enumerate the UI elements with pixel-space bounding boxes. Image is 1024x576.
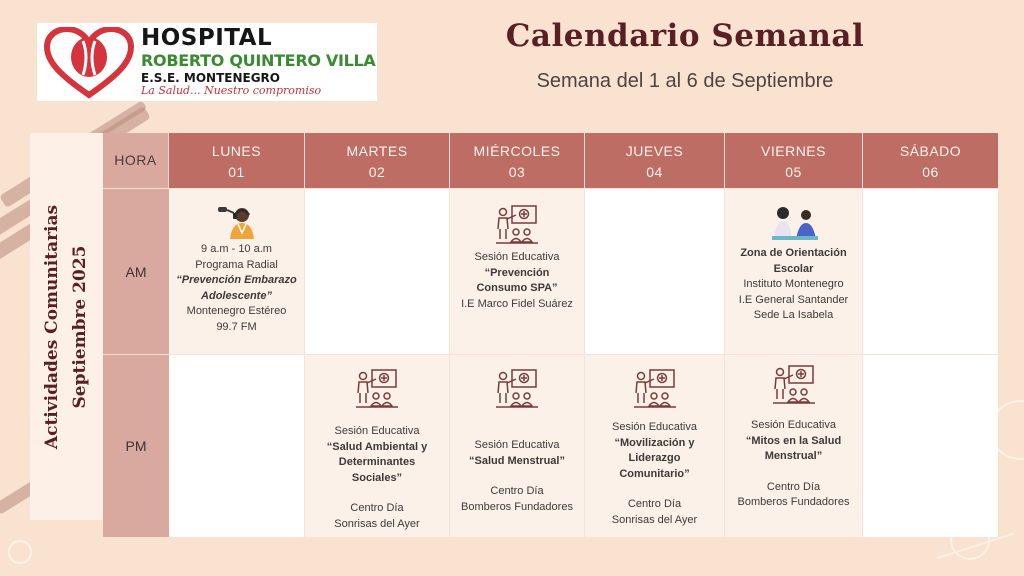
- event-place: I.E Marco Fidel Suárez: [461, 297, 573, 310]
- event-title: “Salud Menstrual”: [469, 454, 565, 467]
- cell-am-sabado-empty: [863, 188, 998, 354]
- cell-am-jueves-empty: [585, 188, 725, 354]
- event-type: Sesión Educativa: [474, 439, 560, 451]
- event-place: Sonrisas del Ayer: [334, 517, 420, 530]
- event-title: Zona de Orientación Escolar: [740, 247, 847, 275]
- cell-pm-martes: [305, 354, 450, 537]
- event-place: Bomberos Fundadores: [737, 496, 850, 508]
- event-place: Centro Día: [490, 485, 544, 497]
- event-title: “Prevención Embarazo Adolescente”: [176, 274, 297, 302]
- event-place: Centro Día: [627, 498, 682, 510]
- event-place: Centro Día: [350, 502, 404, 514]
- presentation-icon: [494, 367, 540, 411]
- cell-pm-lunes-empty: [169, 354, 305, 537]
- side-title: [38, 205, 94, 449]
- day-header-jueves: JUEVES 04: [585, 133, 725, 188]
- decorative-circle: [8, 540, 32, 564]
- day-header-miercoles: MIÉRCOLES 03: [450, 133, 585, 188]
- hospital-logo: [37, 23, 377, 101]
- day-header-lunes: LUNES 01: [169, 133, 305, 188]
- cell-am-martes-empty: [305, 188, 450, 354]
- side-title-line2: Septiembre 2025: [70, 245, 90, 409]
- event-title: “Prevención Consumo SPA”: [476, 266, 558, 294]
- row-label-am: AM: [103, 188, 169, 354]
- presentation-icon: [632, 367, 678, 411]
- page-subtitle: Semana del 1 al 6 de Septiembre: [536, 70, 834, 92]
- event-time: 9 a.m - 10 a.m: [201, 243, 272, 255]
- event-title: “Mitos en la Salud Menstrual”: [745, 434, 842, 462]
- cell-am-miercoles: [450, 188, 585, 354]
- weekly-schedule-table: [103, 133, 998, 537]
- event-place: Instituto Montenegro: [743, 278, 844, 290]
- hora-header: HORA: [103, 133, 169, 188]
- counseling-icon: [768, 203, 820, 243]
- event-type: Sesión Educativa: [612, 421, 697, 433]
- cell-pm-sabado-empty: [863, 354, 998, 537]
- presentation-icon: [354, 367, 400, 411]
- logo-hospital-text: HOSPITAL: [141, 25, 273, 51]
- day-header-viernes: VIERNES 05: [725, 133, 863, 188]
- day-header-sabado: SÁBADO 06: [863, 133, 998, 188]
- radio-announcer-icon: [214, 203, 260, 239]
- logo-ese-text: E.S.E. MONTENEGRO: [141, 71, 280, 85]
- event-place: Centro Día: [766, 480, 821, 493]
- event-title: “Movilización y Liderazgo Comunitario”: [614, 436, 695, 480]
- cell-am-lunes: [169, 188, 305, 354]
- presentation-icon: [771, 363, 817, 407]
- presentation-icon: [494, 203, 540, 247]
- event-place: Sede La Isabela: [753, 309, 834, 321]
- logo-name-text: ROBERTO QUINTERO VILLA: [141, 51, 376, 70]
- side-title-panel: [30, 133, 103, 520]
- event-type: Sesión Educativa: [334, 425, 420, 437]
- cell-pm-jueves: [585, 354, 725, 537]
- event-type: Sesión Educativa: [474, 251, 560, 263]
- heart-logo-icon: [43, 27, 135, 99]
- side-title-line1: Actividades Comunitarias: [42, 204, 62, 450]
- row-label-pm: PM: [103, 354, 169, 537]
- page-title: Calendario Semanal: [505, 18, 865, 54]
- logo-slogan-text: La Salud... Nuestro compromiso: [141, 84, 322, 97]
- event-place: Sonrisas del Ayer: [611, 513, 698, 526]
- cell-pm-miercoles: [450, 354, 585, 537]
- cell-am-viernes: [725, 188, 863, 354]
- event-place: Montenegro Estéreo: [186, 305, 287, 317]
- event-type: Sesión Educativa: [751, 419, 836, 431]
- day-header-martes: MARTES 02: [305, 133, 450, 188]
- cell-pm-viernes: [725, 354, 863, 537]
- event-place: Bomberos Fundadores: [461, 500, 573, 513]
- event-place: 99.7 FM: [216, 320, 257, 333]
- event-place: I.E General Santander: [738, 293, 849, 306]
- event-type: Programa Radial: [195, 258, 278, 271]
- event-title: “Salud Ambiental y Determinantes Sociales”: [326, 440, 428, 484]
